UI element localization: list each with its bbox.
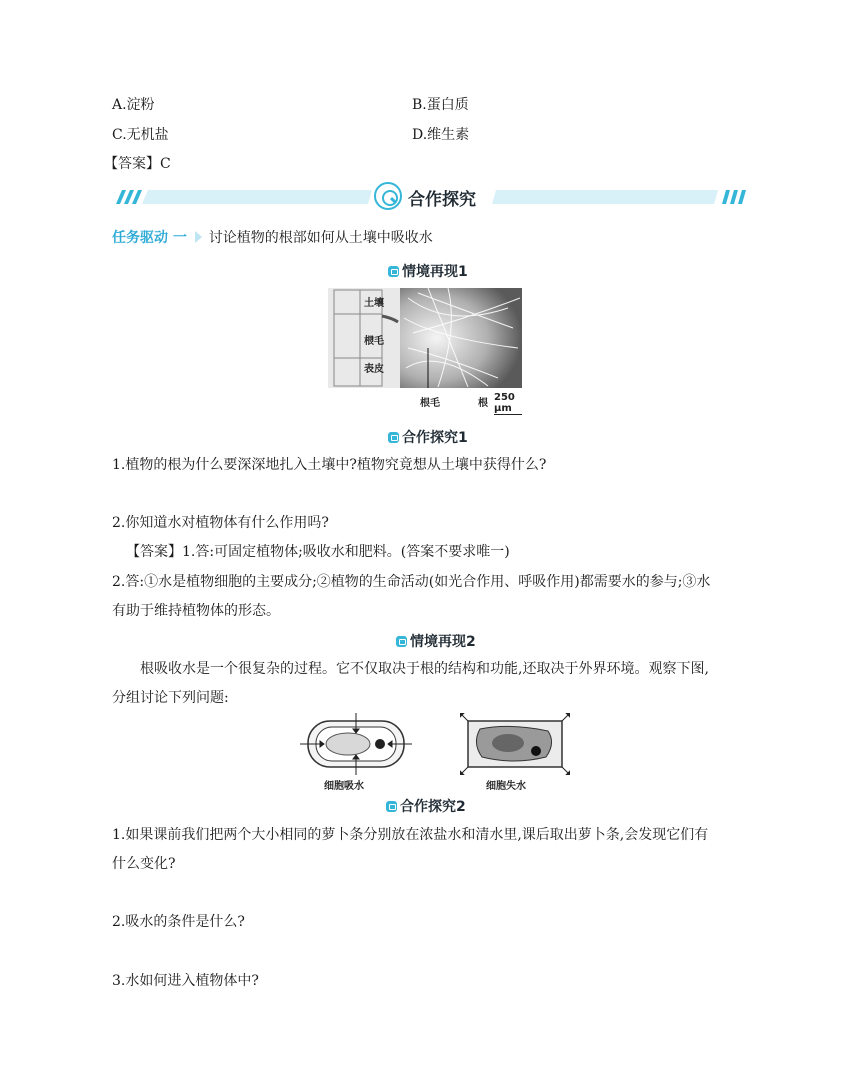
explore1-answer-2: 2.答:①水是植物细胞的主要成分;②植物的生命活动(如光合作用、呼吸作用)都需要水的参与;③水 (112, 574, 711, 590)
explore-icon (388, 432, 399, 443)
label-cell-absorb: 细胞吸水 (324, 781, 364, 792)
explore1-q1: 1.植物的根为什么要深深地扎入土壤中?植物究竟想从土壤中获得什么? (112, 457, 547, 473)
scene2-title: 情境再现2 (410, 634, 476, 650)
explore1-title: 合作探究1 (402, 430, 468, 446)
option-c: C.无机盐 (112, 127, 169, 143)
root-hair-image (328, 288, 522, 388)
scene2-paragraph-1: 根吸收水是一个很复杂的过程。它不仅取决于根的结构和功能,还取决于外界环境。观察下图, (140, 661, 709, 677)
scene-icon (396, 636, 407, 647)
explore1-q2: 2.你知道水对植物体有什么作用吗? (112, 515, 329, 531)
section-title: 合作探究 (408, 190, 476, 210)
root-hair-figure (328, 288, 522, 414)
explore1-answer-3: 有助于维持植物体的形态。 (112, 603, 280, 619)
label-cell-lose: 细胞失水 (486, 781, 526, 792)
section-icon (374, 182, 402, 210)
explore2-q3: 3.水如何进入植物体中? (112, 973, 259, 989)
explore1-answer-1: 【答案】1.答:可固定植物体;吸收水和肥料。(答案不要求唯一) (126, 544, 510, 560)
option-a: A.淀粉 (112, 97, 155, 113)
label-epidermis: 表皮 (364, 364, 384, 375)
section-banner (112, 180, 748, 214)
explore2-heading (386, 796, 466, 816)
scene1-title: 情境再现1 (402, 264, 468, 280)
label-root-hair-bottom: 根毛 (420, 398, 440, 409)
explore-icon (386, 801, 397, 812)
scene2-paragraph-2: 分组讨论下列问题: (112, 690, 229, 706)
label-scale: 250 μm (494, 392, 522, 415)
cell-water-figure (300, 713, 570, 791)
explore2-title: 合作探究2 (400, 799, 466, 815)
scene2-heading (396, 631, 476, 651)
task-text: 讨论植物的根部如何从土壤中吸收水 (208, 230, 433, 246)
task-row (112, 227, 433, 247)
explore2-q2: 2.吸水的条件是什么? (112, 914, 245, 930)
scene1-heading (388, 261, 468, 281)
explore2-q1-line2: 什么变化? (112, 856, 176, 872)
label-soil: 土壤 (364, 298, 384, 309)
option-b: B.蛋白质 (412, 97, 469, 113)
cell-lose-diagram (460, 713, 570, 775)
option-d: D.维生素 (412, 127, 470, 143)
answer-top: 【答案】C (104, 156, 171, 172)
scene-icon (388, 266, 399, 277)
label-root: 根 (478, 398, 488, 409)
label-root-hair: 根毛 (364, 336, 384, 347)
task-label: 任务驱动 一 (112, 230, 187, 246)
explore2-q1-line1: 1.如果课前我们把两个大小相同的萝卜条分别放在浓盐水和清水里,课后取出萝卜条,会发现它们有 (112, 827, 709, 843)
task-arrow-icon (195, 231, 202, 243)
explore1-heading (388, 427, 468, 447)
